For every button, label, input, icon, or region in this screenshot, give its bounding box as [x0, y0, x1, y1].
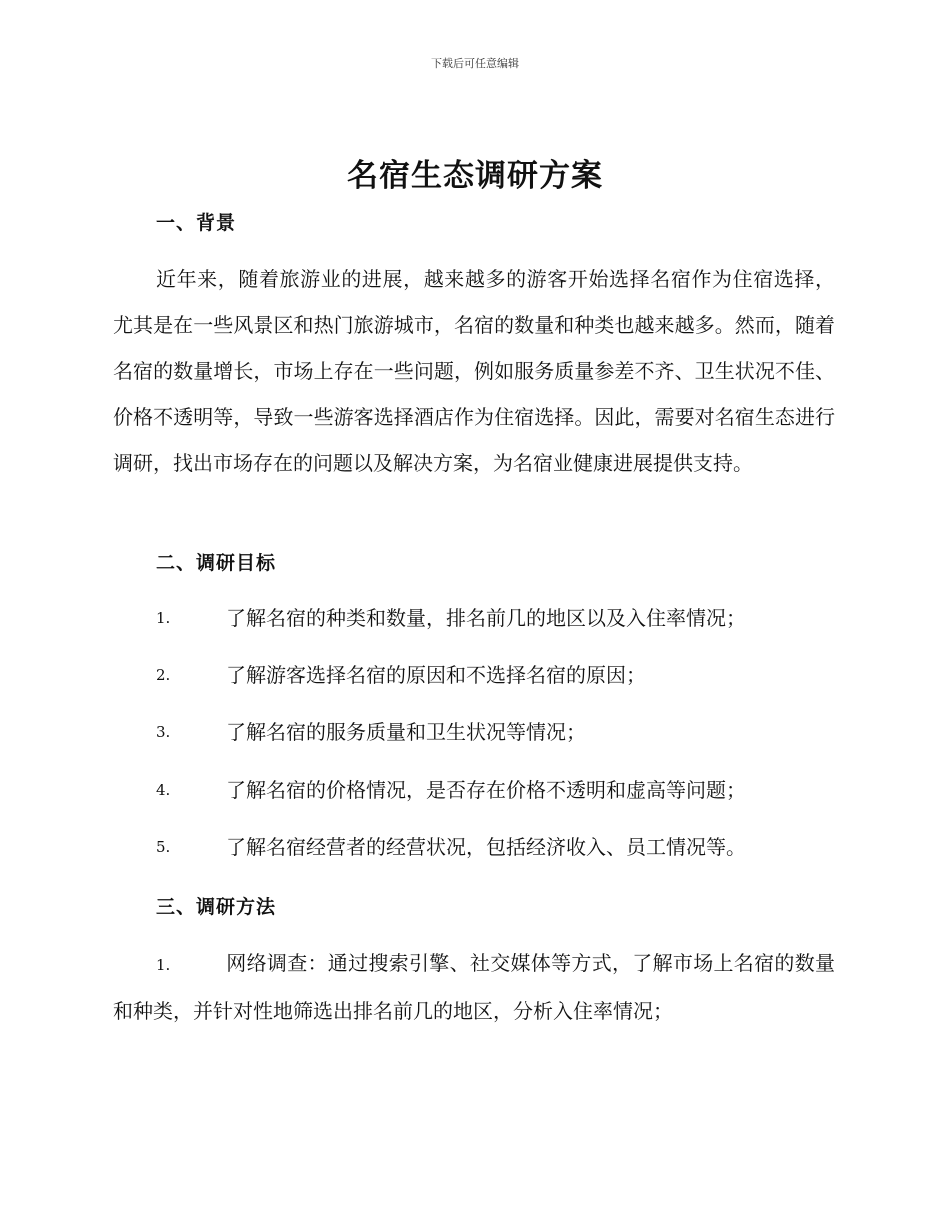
- method-item: [113, 940, 835, 1034]
- list-text: 了解名宿的种类和数量，排名前几的地区以及入住率情况；: [226, 606, 746, 630]
- section-heading-background: 一、背景: [156, 212, 237, 234]
- list-text: 了解游客选择名宿的原因和不选择名宿的原因；: [226, 663, 646, 687]
- list-number: 4.: [156, 781, 171, 799]
- list-text: 了解名宿的服务质量和卫生状况等情况；: [226, 720, 586, 744]
- objective-item: [156, 832, 846, 862]
- list-number: 2.: [156, 666, 171, 684]
- document-title: 名宿生态调研方案: [347, 158, 603, 194]
- list-number: 5.: [156, 838, 171, 856]
- list-text: 了解名宿的价格情况，是否存在价格不透明和虚高等问题；: [226, 778, 746, 802]
- section-heading-methods: 三、调研方法: [156, 896, 277, 918]
- header-note: 下载后可任意编辑: [431, 57, 519, 70]
- objective-item: [156, 660, 846, 690]
- list-number: 3.: [156, 723, 171, 741]
- objective-item: [156, 717, 846, 747]
- list-number: 1.: [156, 956, 171, 974]
- objective-item: [156, 603, 846, 633]
- list-number: 1.: [156, 609, 171, 627]
- list-text: 网络调查：通过搜索引擎、社交媒体等方式，了解市场上名宿的数量和种类，并针对性地筛选出排名前几的地区，分析入住率情况；: [113, 951, 835, 1023]
- objective-item: [156, 775, 846, 805]
- list-text: 了解名宿经营者的经营状况，包括经济收入、员工情况等。: [226, 835, 746, 859]
- section-heading-objectives: 二、调研目标: [156, 552, 277, 574]
- background-paragraph: 近年来，随着旅游业的进展，越来越多的游客开始选择名宿作为住宿选择，尤其是在一些风景区和热门旅游城市，名宿的数量和种类也越来越多。然而，随着名宿的数量增长，市场上存在一些问题，例如服务质量参差不齐、卫生状况不佳、价格不透明等，导致一些游客选择酒店作为住宿选择。因此，需要对名宿生态进行调研，找出市场存在的问题以及解决方案，为名宿业健康进展提供支持。: [113, 267, 835, 475]
